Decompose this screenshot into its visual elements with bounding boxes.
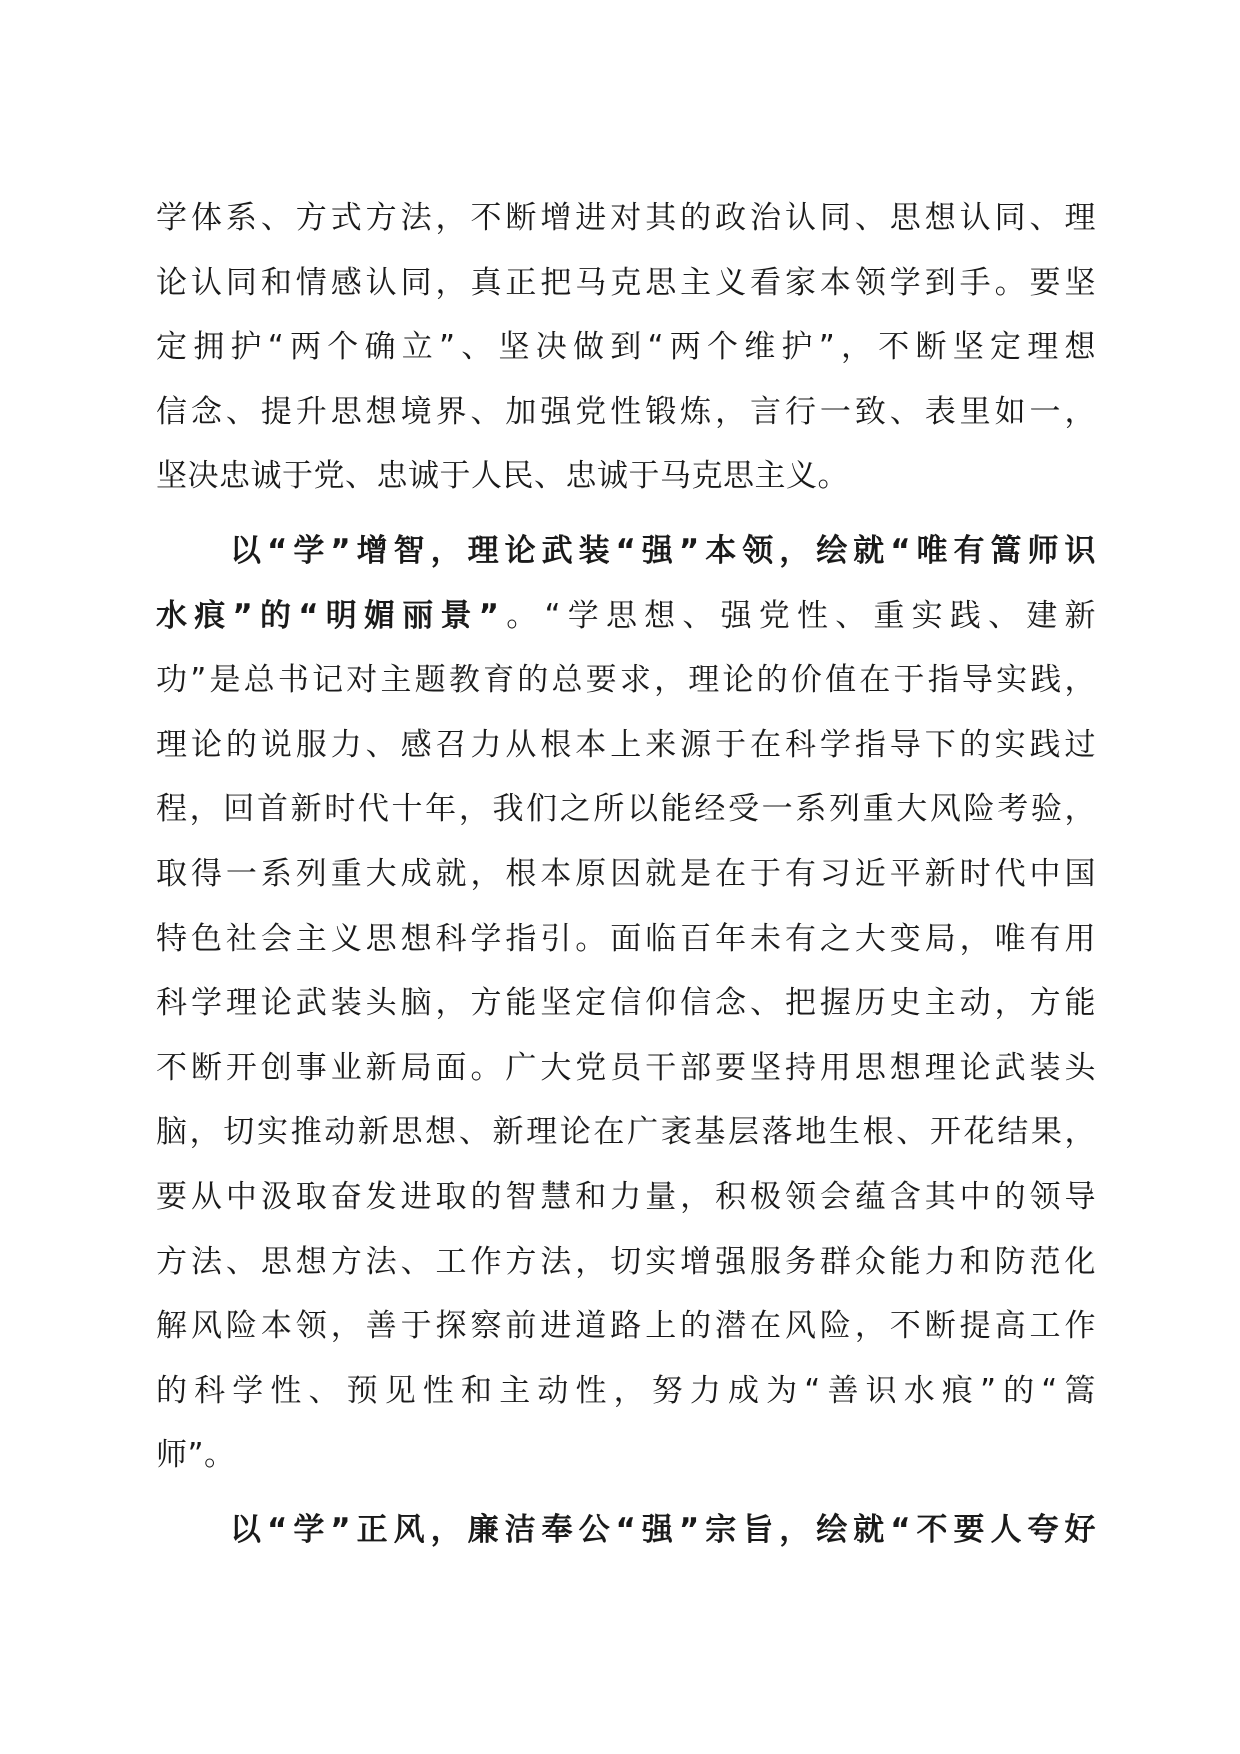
text-line: 要从中汲取奋发进取的智慧和力量，积极领会蕴含其中的领导 [156, 1178, 1096, 1215]
paragraph-spacer [156, 1488, 1096, 1498]
text-line: 脑，切实推动新思想、新理论在广袤基层落地生根、开花结果， [156, 1114, 1096, 1151]
paragraph-3 [156, 1498, 1096, 1563]
text-line: 科学理论武装头脑，方能坚定信仰信念、把握历史主动，方能 [156, 985, 1096, 1022]
paragraph-spacer [156, 509, 1096, 519]
text-line: 坚决忠诚于党、忠诚于人民、忠诚于马克思主义。 [156, 458, 849, 495]
text-line [156, 584, 1096, 649]
text-line: 功”是总书记对主题教育的总要求，理论的价值在于指导实践， [156, 662, 1096, 699]
text-line: 取得一系列重大成就，根本原因就是在于有习近平新时代中国 [156, 855, 1096, 892]
section-heading: 以“学”正风，廉洁奉公“强”宗旨，绘就“不要人夸好 [156, 1511, 1096, 1548]
section-heading-continued: 水痕”的“明媚丽景” [156, 597, 500, 634]
text-line: 定拥护“两个确立”、坚决做到“两个维护”，不断坚定理想 [156, 329, 1096, 366]
paragraph-2 [156, 519, 1096, 1488]
text-line: 的科学性、预见性和主动性，努力成为“善识水痕”的“篙 [156, 1372, 1096, 1409]
text-line: 不断开创事业新局面。广大党员干部要坚持用思想理论武装头 [156, 1049, 1096, 1086]
text-run: 。“学思想、强党性、重实践、建新 [499, 597, 1097, 634]
text-line: 特色社会主义思想科学指引。面临百年未有之大变局，唯有用 [156, 920, 1096, 957]
text-line: 学体系、方式方法，不断增进对其的政治认同、思想认同、理 [156, 200, 1096, 236]
text-line: 程，回首新时代十年，我们之所以能经受一系列重大风险考验， [156, 791, 1096, 828]
text-line: 师”。 [156, 1437, 236, 1474]
paragraph-1 [156, 186, 1096, 509]
text-line: 解风险本领，善于探察前进道路上的潜在风险，不断提高工作 [156, 1308, 1096, 1345]
document-body [156, 186, 1096, 1562]
section-heading: 以“学”增智，理论武装“强”本领，绘就“唯有篙师识 [156, 532, 1096, 569]
text-line: 论认同和情感认同，真正把马克思主义看家本领学到手。要坚 [156, 264, 1096, 301]
text-line: 理论的说服力、感召力从根本上来源于在科学指导下的实践过 [156, 726, 1096, 763]
text-line: 信念、提升思想境界、加强党性锻炼，言行一致、表里如一， [156, 393, 1096, 430]
text-line: 方法、思想方法、工作方法，切实增强服务群众能力和防范化 [156, 1243, 1096, 1280]
